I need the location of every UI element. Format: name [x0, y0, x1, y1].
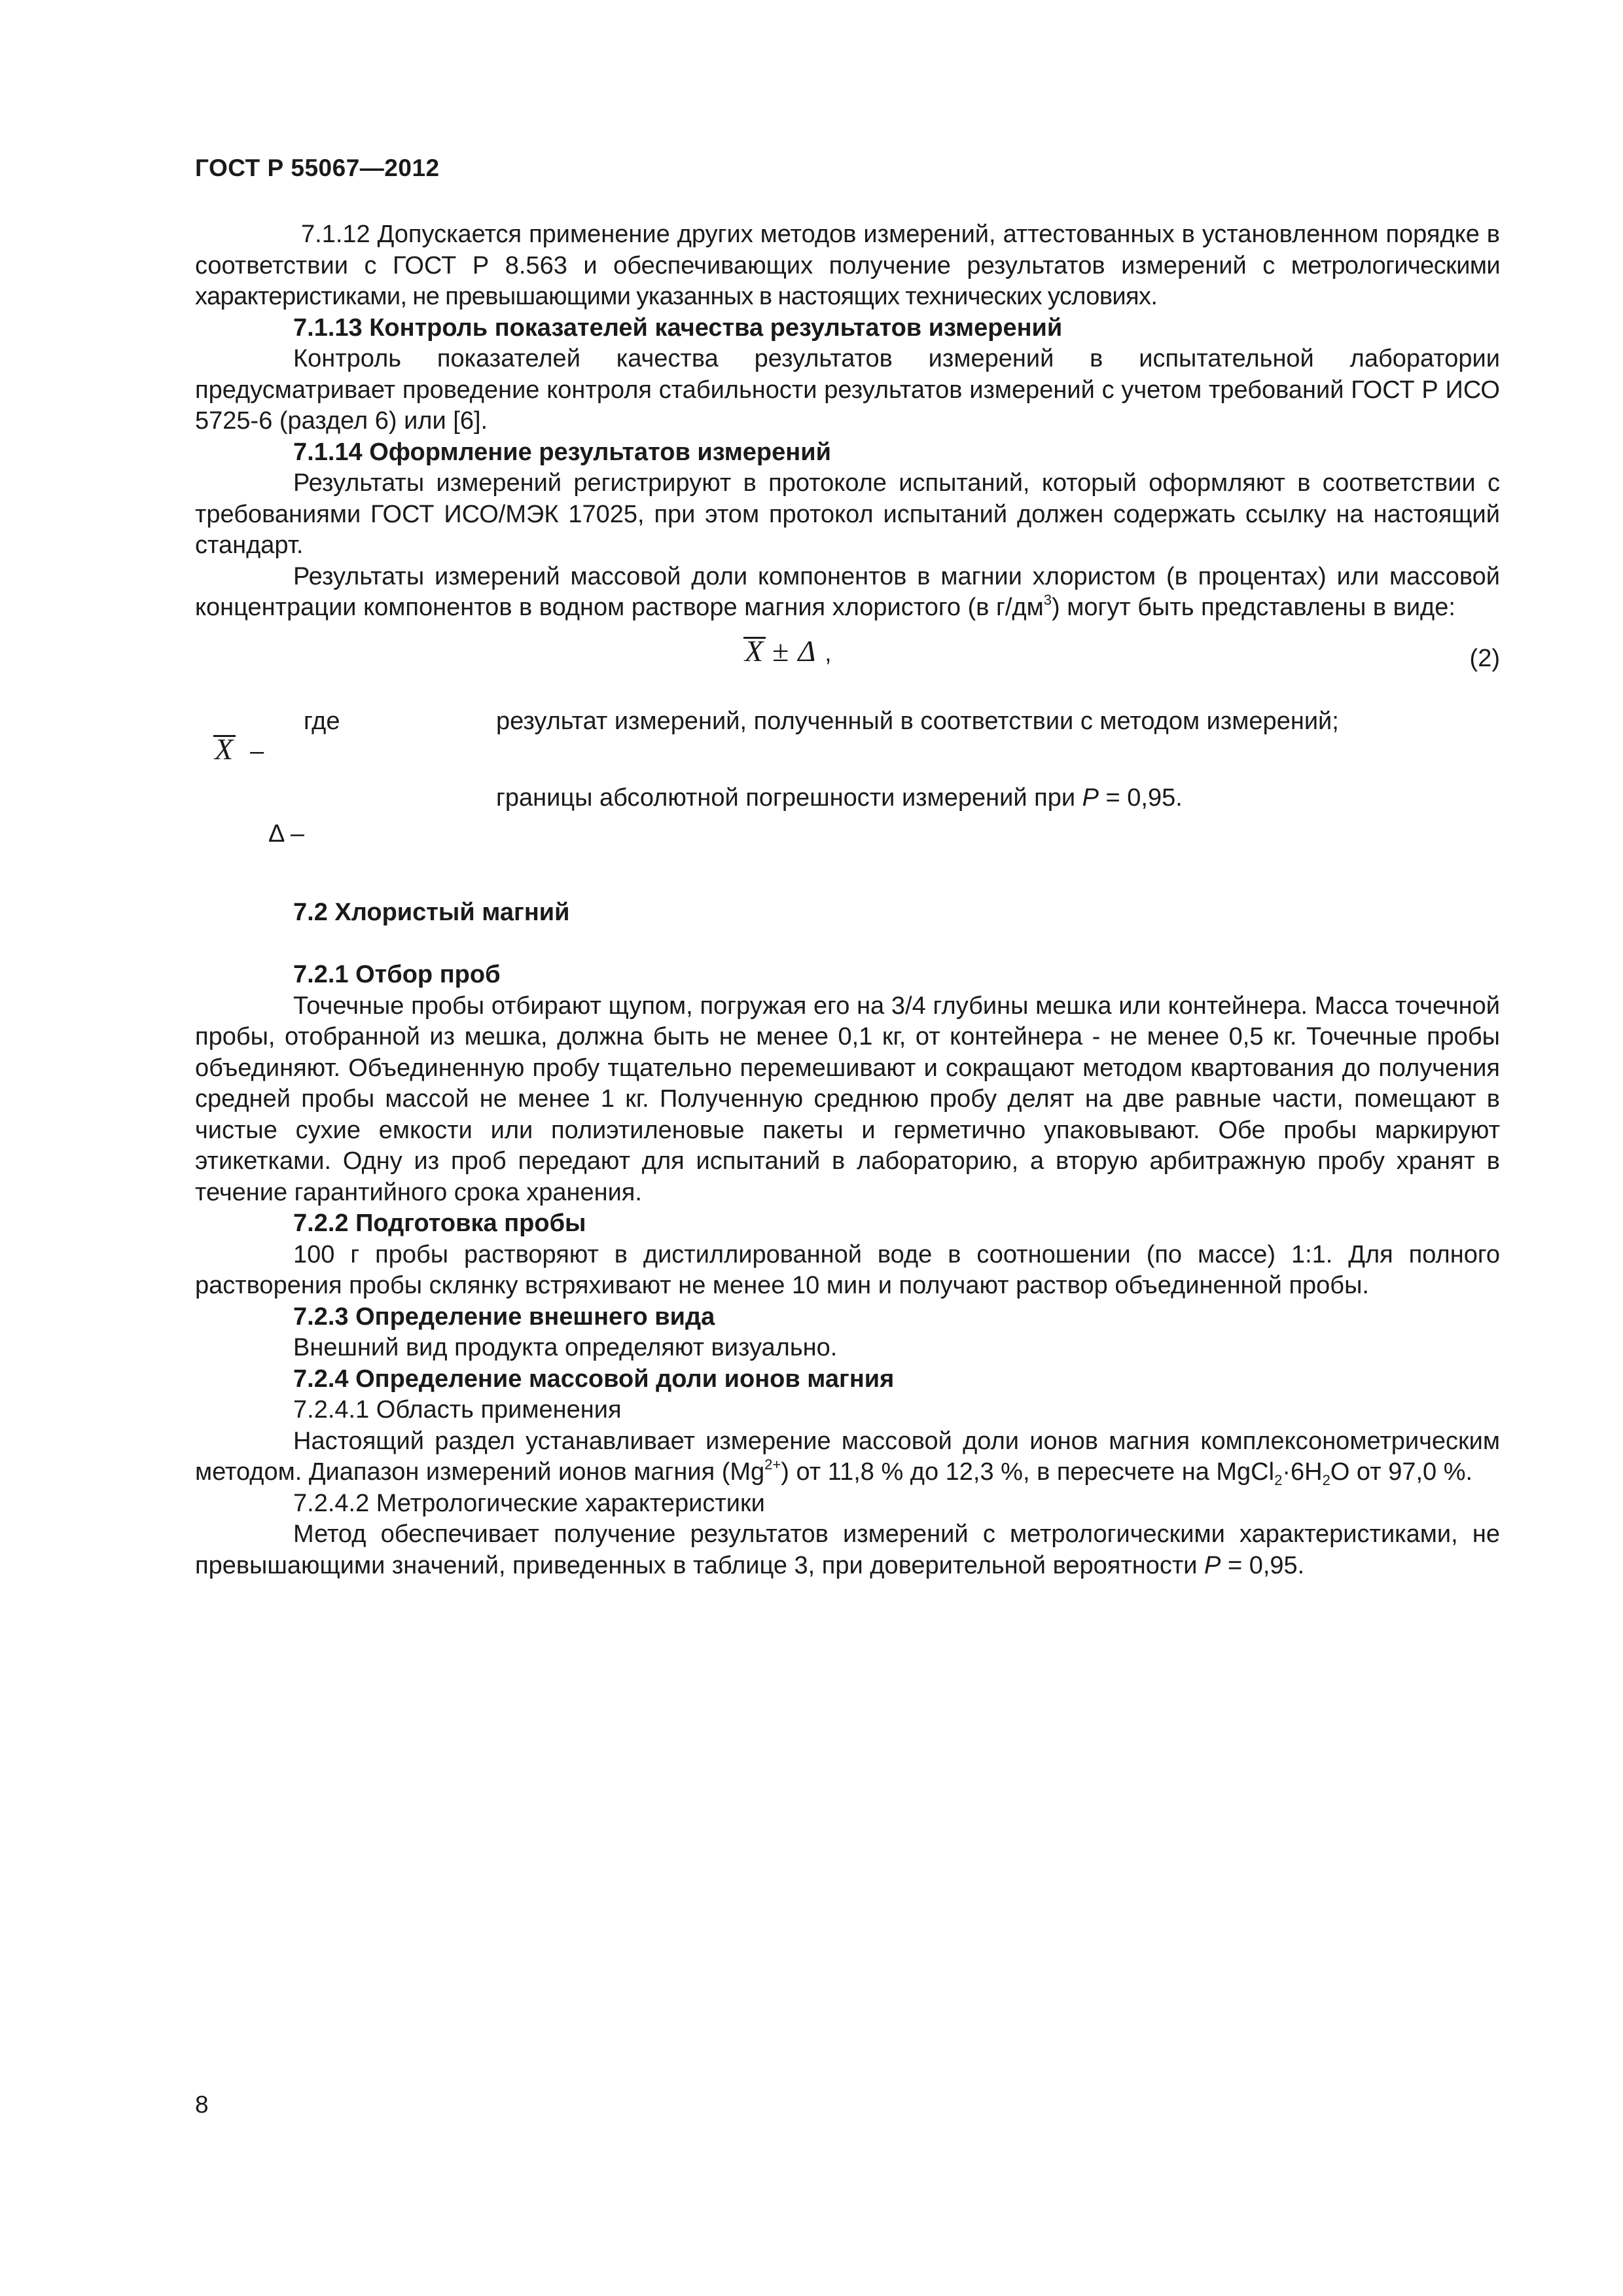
heading-7-2-2: 7.2.2 Подготовка пробы	[293, 1210, 586, 1237]
paragraph-7-1-12: 7.1.12 Допускается применение других методов измерений, аттестованных в установленном порядке в соответствии с ГОСТ Р 8.563 и обеспечивающих получение результатов измерений с метрологическими характеристиками, не превышающими указанных в настоящих технических условиях.	[195, 221, 1500, 310]
legend-mean-symbol: X –	[215, 732, 264, 766]
legend-where-label: где	[304, 707, 340, 735]
page-number: 8	[195, 2091, 209, 2118]
heading-7-2: 7.2 Хлористый магний	[293, 898, 570, 926]
paragraph-7-2-2: 100 г пробы растворяют в дистиллированной воде в соотношении (по массе) 1:1. Для полного растворения пробы склянку встряхивают не менее 10 мин и получают раствор объединенной пробы.	[195, 1240, 1500, 1299]
legend-delta-description: границы абсолютной погрешности измерений при P = 0,95.	[496, 783, 1183, 812]
heading-7-2-4: 7.2.4 Определение массовой доли ионов магния	[293, 1365, 895, 1393]
legend-mean-description: результат измерений, полученный в соответствии с методом измерений;	[496, 707, 1339, 735]
standard-header: ГОСТ Р 55067—2012	[195, 154, 440, 181]
formula-delta-symbol: Δ	[798, 634, 816, 668]
paragraph-7-2-4-2: Метод обеспечивает получение результатов измерений с метрологическими характеристиками, не превышающими значений, приведенных в таблице 3, при доверительной вероятности P = 0,95.	[195, 1520, 1500, 1579]
heading-7-2-4-2: 7.2.4.2 Метрологические характеристики	[293, 1489, 765, 1517]
paragraph-7-2-1: Точечные пробы отбирают щупом, погружая его на 3/4 глубины мешка или контейнера. Масса точечной пробы, отобранной из мешка, должна быть не менее 0,1 кг, от контейнера - не менее 0,5 кг. Точечные пробы объединяют. Объединенную пробу тщательно перемешивают и сокращают методом квартования до получения средней пробы массой не менее 1 кг. Полученную среднюю пробу делят на две равные части, помещают в чистые сухие емкости или полиэтиленовые пакеты и герметично упаковывают. Обе пробы маркируют этикетками. Одну из проб передают для испытаний в лабораторию, а вторую арбитражную пробу хранят в течение гарантийного срока хранения.	[195, 992, 1500, 1206]
formula-number: (2)	[1469, 644, 1500, 672]
heading-7-2-3: 7.2.3 Определение внешнего вида	[293, 1302, 715, 1331]
paragraph-7-2-4-1: Настоящий раздел устанавливает измерение массовой доли ионов магния комплексонометрическим методом. Диапазон измерений ионов магния $(Mg^{2+})$ от 11,8 % до 12,3 %, в пересчете на $MgCl_2\cdot 6H_2O$ от 97,0 %.	[195, 1427, 1500, 1488]
paragraph-7-1-14-a: Результаты измерений регистрируют в протоколе испытаний, который оформляют в соответствии с требованиями ГОСТ ИСО/МЭК 17025, при этом протокол испытаний должен содержать ссылку на настоящий стандарт.	[195, 469, 1500, 559]
paragraph-7-1-14-b: Результаты измерений массовой доли компонентов в магнии хлористом (в процентах) или массовой концентрации компонентов в водном растворе магния хлористого (в $г/дм^3$) могут быть представлены в виде:	[195, 562, 1500, 621]
heading-7-2-4-1: 7.2.4.1 Область применения	[293, 1396, 622, 1424]
paragraph-7-2-3: Внешний вид продукта определяют визуально.	[293, 1334, 838, 1361]
heading-7-2-1: 7.2.1 Отбор проб	[293, 961, 501, 988]
formula-legend	[195, 694, 1500, 861]
paragraph-7-1-13: Контроль показателей качества результатов измерений в испытательной лаборатории предусматривает проведение контроля стабильности результатов измерений с учетом требований ГОСТ Р ИСО 5725-6 (раздел 6) или [6].	[195, 345, 1500, 435]
heading-7-1-13: 7.1.13 Контроль показателей качества результатов измерений	[293, 314, 1063, 342]
legend-delta-symbol: Δ –	[268, 819, 304, 848]
formula-2	[195, 624, 1500, 694]
formula-expression: X ± Δ ,	[745, 634, 832, 668]
formula-mean-symbol: X	[745, 634, 764, 668]
document-body	[195, 219, 1500, 1581]
heading-7-1-14: 7.1.14 Оформление результатов измерений	[293, 438, 831, 466]
